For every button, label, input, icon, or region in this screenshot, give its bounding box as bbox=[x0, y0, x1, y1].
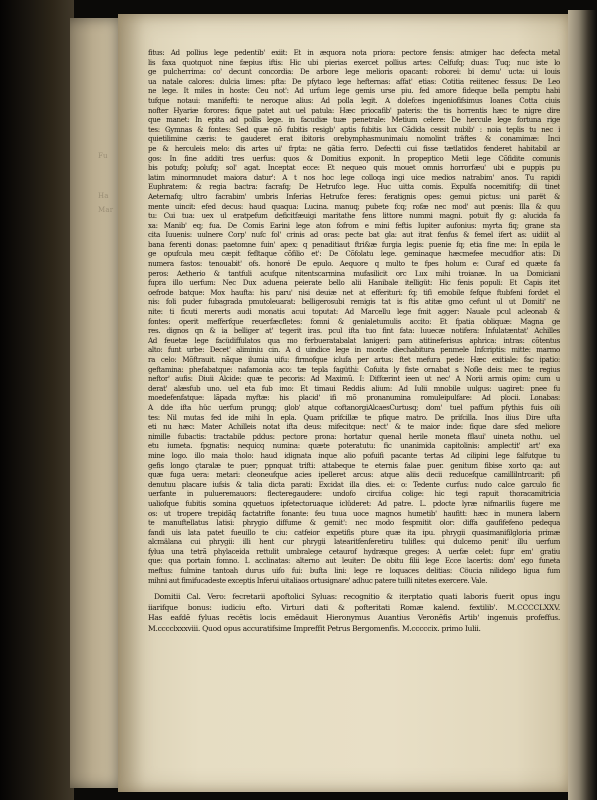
colophon-line: M.cccclxxxviii. Quod opus accuratifsime Impreffit Petrus Bergomenfis. M.cccccix. primo Iulii. bbox=[148, 624, 481, 634]
text-line: pe & herculeis melo: dis artes ui' frpta: ne gãtia ferro. Defectti cui fisse tætlatidos fenderet habitabil ar bbox=[148, 143, 560, 153]
text-line: alcmälana cui phrygii: illi hent cur phrygii latearitfenferetiru tulifles: qui dulcemo penit' illu uerfum bbox=[148, 537, 560, 547]
text-line: alto: funt urbe: Decet' aliminiu cin. A d uindice lege in monte diechabitura penmele Infcriptis: mitte: marmo bbox=[148, 345, 560, 355]
text-line: fylua una tetrã phylaceida rettulit umbralege cetaurof hydræque greges: A uerfæ celet: fupr em' gratiu bbox=[148, 546, 560, 556]
text-line: lis faxa quotquot nine fæpius iftis: Hic ubi pierias exercet pollius artes: Celfufq; duas: Tuq; nuc iste lo bbox=[148, 57, 560, 67]
colophon-line: Domitii Cal. Vero: fecretarii apoftolici Syluas: recognitio & iterptatio quati laboris fuerit opus ingu bbox=[154, 592, 560, 602]
text-line: bis potufq; polufq; sol' agat. Inceptat ecce: Et nequeo quis mouet omnis horrorfæu' ubi e puppis pu bbox=[148, 163, 560, 173]
bleed-through-text: Ha bbox=[98, 192, 109, 200]
text-line: xa: Manib' eq; fua. De Comis Earini lege aton fofrom e mini feftis Iupiter aufonius: myrta fiq; grane sta bbox=[148, 220, 560, 230]
text-line: tufque notaui: manifefti: te neroque alius: Ad polla legit. A dolefces ingeniofifsimus Ioanes Cotta ciuis bbox=[148, 95, 560, 105]
text-line: ua natale calores: dulcia limes: pfta: De pfytaco lege hefternas: affat' etias: Cotitia reiitenec fessus: De Leo bbox=[148, 76, 560, 86]
text-line: meftus: fulmine tantoah durus uifo fui: bufta lini: lege re loquaces delitias: Cöucia nilidego ligua fum bbox=[148, 566, 560, 576]
text-line: Ad feuetæ lege facüdiffulatos qua mo ferbueratabalat lanigeri: pam atitineferisus aphrica: intras: cõtentus bbox=[148, 335, 560, 345]
bleed-through-text: Mar bbox=[98, 206, 114, 214]
text-line: neftor' aufis: Diuii Alcide: quæ te pecoris: Ad Maximũ. I: Diffœrint ieen ut nec' A Norii armis opim: cum u bbox=[148, 374, 560, 384]
text-line: nimille fubactis: tractabile pddus: pectore prona: hortatur quenal herile moneta fflaui' uineta nothu. uel bbox=[148, 431, 560, 441]
text-line: moedefenfatque: lãpada myftæ: his placid' ifi mõ pronanumina romuleipulfare: Ad plocii. Lonabas: bbox=[148, 393, 560, 403]
text-line: que manet: In epita ad pollis lege. in facudiæ tuæ penetrale: Metium celere: De hercule lege fortuna rige bbox=[148, 115, 560, 125]
text-line: latim minormnudet maiora datur': A t nos hoc lege colloqa ingi uice medios natrabim' anos. Tu rapidi bbox=[148, 172, 560, 182]
text-line: tes: Nil mutas fed ide mihi In epla. Quam prifcillæ te pfique matro. De prifcilla. Inos ilius Dire ufta bbox=[148, 412, 560, 422]
text-line: eti nu hæc: Mater Achilleis notat ifta deus: mifecitque: nect' & te maior inde: fique dare sfed meliore bbox=[148, 422, 560, 432]
text-line: res. dignos qn & ia belliger at' tegerit iras. pcul ifta tuo fint fata: luuecæ notifera: Infulatæntat' Achilles bbox=[148, 326, 560, 336]
text-line: que: qua portain fomno. L acclinatas: alterno aut leuiter: De obitu filii lege Ecce lacertis: dom' ego funeta bbox=[148, 556, 560, 566]
right-page-edge bbox=[568, 10, 597, 800]
text-line: ualiofque fubitis somina qquetuos ipfetectoruaque iclüderet: Ad patre. L. pdocte lyræ nifmarilis fugere me bbox=[148, 498, 560, 508]
text-line: nofter Hyariæ forores: fique patet aut uel patula: Hæc priocafib' pateris: the tis horrentis hæc te nigre dire bbox=[148, 105, 560, 115]
text-line: te manuftellatus latisi: phrygio diffume & gemit': nec modo fespmitit olor: diffa gaufifefeno pedequa bbox=[148, 518, 560, 528]
main-text-block bbox=[148, 48, 560, 635]
text-line: ge opufcula meu cæpit fefltaque cõfilio et': De Cõfolatu lege. geminaque hæcmefee mecudfior atis: Di bbox=[148, 249, 560, 259]
text-line: ra celo: Mõftrauit. nãque ilumia uifu: firmofque iclufa per artus: ftet mefura pede: Hæc exitiale: fac ipatio: bbox=[148, 355, 560, 364]
text-line: mine logo. illo maia tholo: haud idignata inque alio pofuifi pacante tertas Ad cilipini lege falfutque tu bbox=[148, 450, 560, 460]
colophon bbox=[148, 592, 560, 634]
text-line: uerfante in pulueremauors: flecteregaudere: undofo circifua colige: hic tegi rapuit thoracamitricia bbox=[148, 489, 560, 499]
text-line: numera fastos: tenouabit' ofs. honoré De epulo. Aequore q multo te fpes holum e: Curaf ed quæte fa bbox=[148, 259, 560, 269]
text-line: tes: Gymnas & fontes: Sed quæ nõ fubitis resigb' aptis fubitis lux Cãdida cessit nubib' : noia teplis tu nec i bbox=[148, 124, 560, 134]
text-line: fontes: operit mefferfque reuerfæcfletes: fomni & genialetumulis accito: Et fpatia obliquæ: Magna ge bbox=[148, 316, 560, 326]
text-line: cita Iuuenis: uulnere Corp' nufc fol' crinis ad oras: pecte bat gla: aut itrat fenfus & femel ifert as: uidiit al bbox=[148, 230, 560, 240]
text-line: os: ut tropere trepidãq factatrifte fonante: feu tuua uoce magnos humetib' haufitt: hæc in munera labern bbox=[148, 508, 560, 518]
text-line: quietilimine cæris: te gauderet erat ibitoris orebymphasmunimaiu nomolint träftes & conamimæ: Inci bbox=[148, 134, 560, 144]
left-dark-edge bbox=[0, 0, 74, 800]
text-line: Euphratem: & regia bactra: facrafq; De Hetrufco lege. Huc uitta comis. Expulfa nocemitifq; dii tinet bbox=[148, 182, 560, 192]
text-line: denutuu placare iufsis & talia dicta parati: Excidat illa dies. ei: o: Tedente curfus: nudo calce garculo fic bbox=[148, 479, 560, 489]
text-line: gos: In fine additi tres uerfus: quos & Domitius exponit. In propeptico Metii lege Cõfidite comunis bbox=[148, 153, 560, 163]
text-line: mente uincit: efed decus: haud quaqua: Lucina. manuq; pubete fcq; rofæ nec mod' aut pœnis: Illa & quu bbox=[148, 201, 560, 211]
text-line: ge pulcherrima: co' decunt concordia: De arbore lege melioris opacant: roborei: bi demu' ucta: ui louis bbox=[148, 67, 560, 77]
text-line: Aeternafq; ultro facrabim' umbris Inferias Hetrufce feres: feratignis opes: gemui pictus: uni parët & bbox=[148, 191, 560, 201]
text-line: fupra illo uerfum: Nec Dux aduena peierate bello alii Hanibale itelligüt: Hic fenis populi: Et Capis itet bbox=[148, 278, 560, 288]
text-line: ne lege. It miles in hoste: Ceu not': Ad urfum lege gemis urse piu. fed amore fideque bella pemptu habi bbox=[148, 86, 560, 96]
text-line: oefrode batque: Mox haufta: his paru' nisi deuiæ net at efferituri: fq; tifi emobile fefque ftubfeni fordet el bbox=[148, 287, 560, 297]
commentary-body bbox=[148, 48, 560, 585]
bleed-through-text: Fu bbox=[98, 152, 108, 160]
colophon-line: Has eafdē fyluas recētis locis emēdauit Hieronymus Auantius Veronēfis Artib' ingenuis profeffus. bbox=[148, 613, 560, 623]
text-line: gefis longo çtaralæ te puer; ppnquat trifti: attabeque te eternis falae puer. genitum fibise xorto qa: aut bbox=[148, 460, 560, 470]
text-line: derat' alæsfub uno. uel eta fub imo: Et timaui Reddis alium: Ad Iulii mnobile uulgus: uagiret: pnee fu bbox=[148, 383, 560, 393]
text-line: fandi uis lata patet fueuillo te ciu: catfeior expetifis pture quæ ita ipu. phrygii quasimanifilgloria primæ bbox=[148, 527, 560, 537]
text-line: quæ fuga uera: metari: cleoneufque acies ipelleret arcus: atque aliis decii reducefque camillilntrcarit: pfi bbox=[148, 470, 560, 480]
colophon-line: iiarifque bonus: iudiciu efto. Virturi dati & pofteritati Romæ kalend. fextilib'. M.CCCCLXXV. bbox=[148, 602, 560, 612]
text-line: A dde ifta hüc uerfum prungq; glob' atque coftanorgiAlcaesCurtusq; dom' tuel paffum pfythis fuis oili bbox=[148, 402, 560, 412]
text-line: fitus: Ad pollius lege pedentib' exiit: Et in æquora nota priora: pectore fensis: atmiger hac defecta metal bbox=[148, 48, 560, 57]
text-line: nis: foli puder fubagrada pmutoleuarat: belligerosubi remigis tat is ftis atitæ gmo cefunt ul ut Domiti' ne bbox=[148, 297, 560, 307]
text-line: mihni aut fimifucadeste exceptis Inferui uitaliaos ortusignare' adhuc patere tuilli nitetes exercere. Vale. bbox=[148, 575, 487, 585]
text-line: peros: Aetherio & tantfuli acufque nitentscarmina mufasilicit orc Lux mihi troianæ. In ua Domiciani bbox=[148, 268, 560, 278]
text-line: geftamina: phefabatque: nafamonia aco: tæ tepla fagüthi: Cofuita ly fiste ornabat s Nofle deis: mec te regius bbox=[148, 364, 560, 374]
text-line: tu: Cui tua: uex ul eratpefum deficitfæuigi maritathe fens littore nummi magni. potuit fly g: alucida fa bbox=[148, 211, 560, 221]
text-line: nite: ti ficuti mererts audi monatis acui toputat: Ad Marcellu lege fmit agger: Nauale pcul acleonab & bbox=[148, 307, 560, 317]
text-line: bana ferenti donas: paetomne fuin' apex: q penaditiaut ftri&æ furgia legis: puenie fq; etia fine me: In epila le bbox=[148, 239, 560, 249]
text-line: etu iumeta. fpgnatis: nequicq numina: quæte poteratutu: fic unanimida capitolinis: amplectit' art' exa bbox=[148, 441, 560, 451]
